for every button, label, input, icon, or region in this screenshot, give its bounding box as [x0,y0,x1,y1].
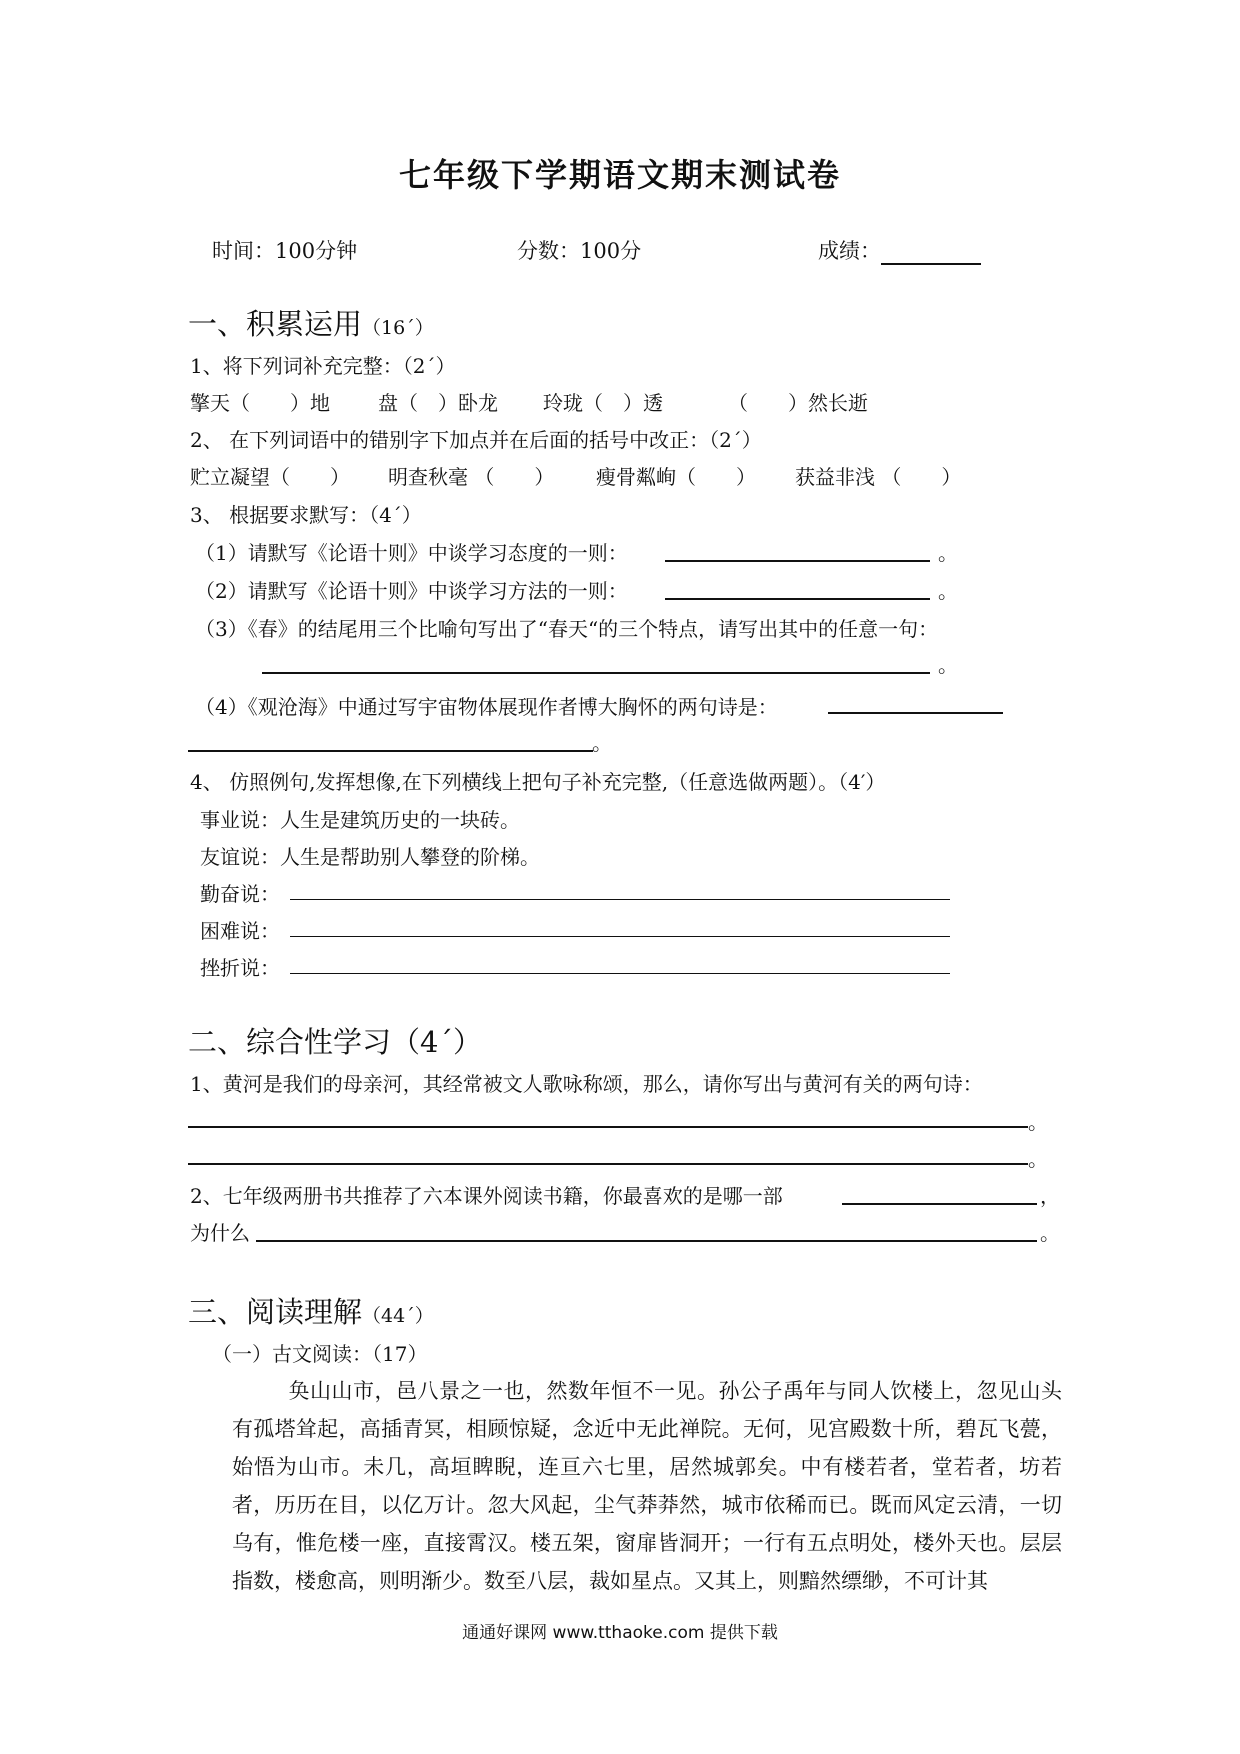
answer-line[interactable] [290,936,950,937]
grade-field [818,235,981,265]
section2-heading: 二、综合性学习（4´） [188,1025,482,1059]
s1-q1-prompt: 1、将下列词补充完整：（2´） [190,354,456,378]
footer: 通通好课网 www.tthaoke.com 提供下载 [462,1623,778,1643]
s2-q2-why: 为什么 [190,1221,250,1245]
answer-line[interactable] [828,712,1003,714]
page-title: 七年级下学期语文期末测试卷 [398,156,841,194]
s1-q1-item: 盘（ ）卧龙 [378,391,498,415]
s1-q1-item: 擎天（ ）地 [190,391,330,415]
s1-q2-prompt: 2、 在下列词语中的错别字下加点并在后面的括号中改正：（2´） [190,428,762,452]
s1-q2-item: 明查秋毫 （ ） [388,465,555,489]
answer-line[interactable] [290,899,950,900]
answer-line[interactable] [256,1240,1037,1242]
section3-heading: 三、阅读理解（44´） [188,1295,434,1329]
grade-label: 成绩： [818,239,881,263]
period-mark: 。 [938,541,958,565]
answer-line[interactable] [665,598,930,600]
s1-q1-item: 玲珑（ ）透 [543,391,663,415]
answer-line[interactable] [188,1163,1028,1165]
s2-q1: 1、黄河是我们的母亲河，其经常被文人歌咏称颂，那么，请你写出与黄河有关的两句诗： [190,1072,983,1096]
s1-q2-item: 瘦骨粼峋（ ） [596,465,756,489]
answer-line[interactable] [188,1126,1028,1128]
answer-line[interactable] [842,1203,1037,1205]
period-mark: 。 [1040,1221,1060,1245]
s1-q4-example: 友谊说：人生是帮助别人攀登的阶梯。 [200,845,540,869]
period-mark: 。 [938,579,958,603]
s1-q4-blank-label: 勤奋说： [200,882,280,906]
s1-q3-item2: （2）请默写《论语十则》中谈学习方法的一则： [195,579,628,603]
exam-time: 时间：100分钟 [212,239,358,263]
answer-line[interactable] [262,672,930,674]
s1-q1-item: （ ）然长逝 [728,391,868,415]
s1-q3-prompt: 3、 根据要求默写：（4´） [190,503,422,527]
comma-mark: ， [1040,1184,1060,1208]
s1-q4-example: 事业说：人生是建筑历史的一块砖。 [200,808,520,832]
passage-text: 奂山山市，邑八景之一也，然数年恒不一见。孙公子禹年与同人饮楼上，忽见山头有孤塔耸起，高插青冥，相顾惊疑，念近中无此禅院。无何，见宫殿数十所，碧瓦飞甍，始悟为山市。未几，高垣睥睨，连亘六七里，居然城郭矣。中有楼若者，堂若者，坊若者，历历在目，以亿万计。忽大风起，尘气莽莽然，城市依稀而已。既而风定云清，一切乌有，惟危楼一座，直接霄汉。楼五架，窗扉皆洞开；一行有五点明处，楼外天也。层层指数，楼愈高，则明渐少。数至八层，裁如星点。又其上，则黯然缥缈，不可计其 [232,1379,1062,1593]
exam-score: 分数：100分 [517,239,642,263]
s1-q3-item3: （3）《春》的结尾用三个比喻句写出了“春天“的三个特点，请写出其中的任意一句： [195,617,939,641]
period-mark: 。 [1028,1110,1048,1134]
period-mark: 。 [592,731,612,755]
s3-subheading: （一）古文阅读：（17） [212,1342,428,1366]
s1-q4-blank-label: 困难说： [200,919,280,943]
section1-heading: 一、积累运用（16´） [188,307,434,341]
s1-q3-item4: （4）《观沧海》中通过写宇宙物体展现作者博大胸怀的两句诗是： [195,695,778,719]
s1-q4-blank-label: 挫折说： [200,956,280,980]
answer-line[interactable] [290,973,950,974]
s2-q2: 2、七年级两册书共推荐了六本课外阅读书籍，你最喜欢的是哪一部 [190,1184,783,1208]
answer-line[interactable] [188,750,593,752]
grade-blank[interactable] [881,241,981,265]
period-mark: 。 [1028,1147,1048,1171]
s1-q2-item: 获益非浅 （ ） [795,465,962,489]
classical-passage [232,1372,1062,1600]
answer-line[interactable] [665,560,930,562]
s1-q3-item1: （1）请默写《论语十则》中谈学习态度的一则： [195,541,628,565]
s1-q4-prompt: 4、 仿照例句,发挥想像,在下列横线上把句子补充完整,（任意选做两题）。（4′） [190,770,886,794]
period-mark: 。 [938,653,958,677]
s1-q2-item: 贮立凝望（ ） [190,465,350,489]
